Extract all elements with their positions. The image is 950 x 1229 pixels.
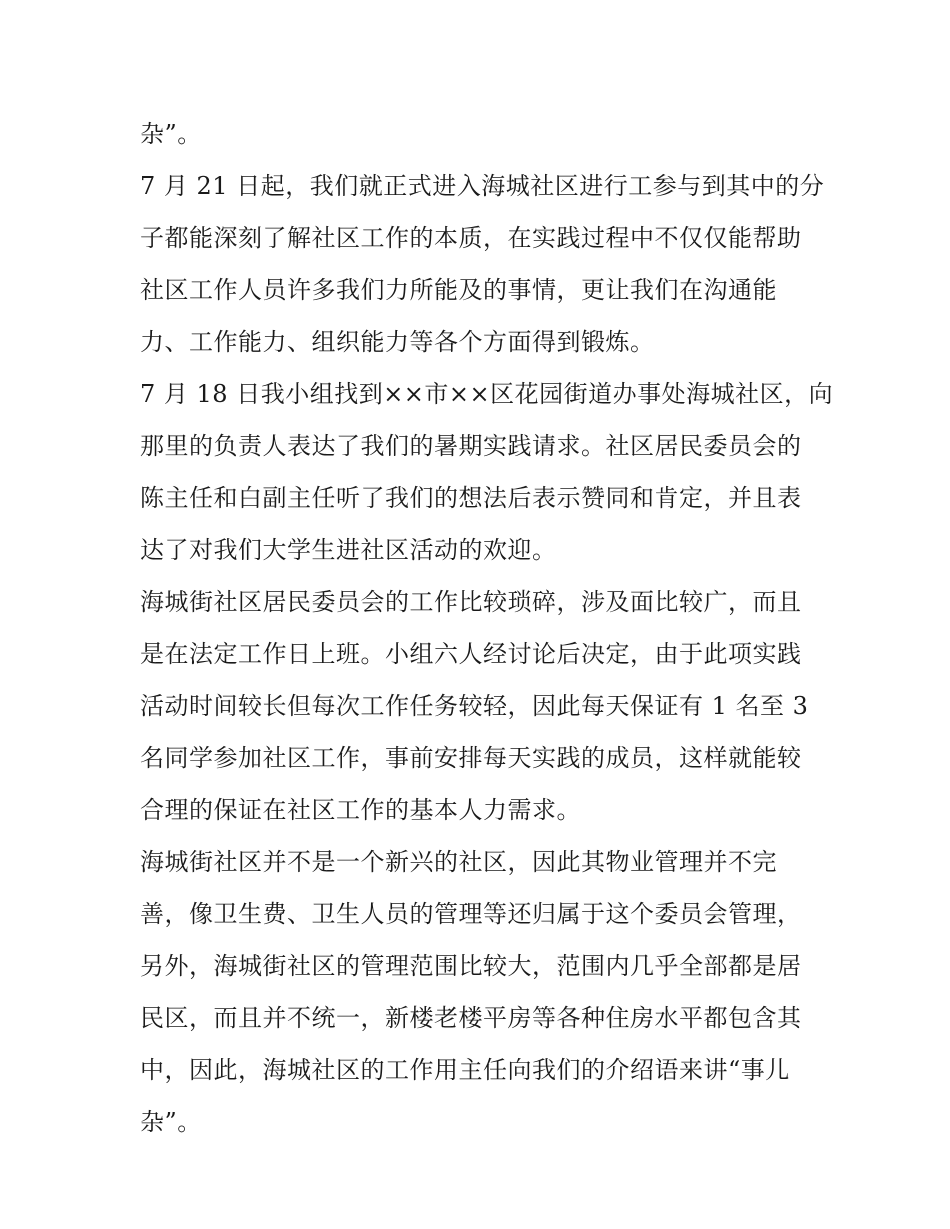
text-line: 陈主任和白副主任听了我们的想法后表示赞同和肯定，并且表 bbox=[140, 484, 802, 512]
text-line: 海城街社区并不是一个新兴的社区，因此其物业管理并不完 bbox=[140, 848, 777, 876]
text-line: 那里的负责人表达了我们的暑期实践请求。社区居民委员会的 bbox=[140, 432, 802, 460]
text-line: 民区，而且并不统一，新楼老楼平房等各种住房水平都包含其 bbox=[140, 1004, 802, 1032]
text-line: 名同学参加社区工作，事前安排每天实践的成员，这样就能较 bbox=[140, 744, 802, 772]
document-body bbox=[140, 108, 834, 1148]
text-line: 合理的保证在社区工作的基本人力需求。 bbox=[140, 796, 581, 824]
text-line: 中，因此，海城社区的工作用主任向我们的介绍语来讲“事儿 bbox=[140, 1056, 790, 1084]
text-line: 社区工作人员许多我们力所能及的事情，更让我们在沟通能 bbox=[140, 276, 777, 304]
text-line: 7 月 21 日起，我们就正式进入海城社区进行工参与到其中的分 bbox=[140, 172, 825, 200]
text-line: 是在法定工作日上班。小组六人经讨论后决定，由于此项实践 bbox=[140, 640, 802, 668]
text-line: 力、工作能力、组织能力等各个方面得到锻炼。 bbox=[140, 328, 655, 356]
text-line: 7 月 18 日我小组找到××市××区花园街道办事处海城社区，向 bbox=[140, 380, 834, 408]
text-line: 善，像卫生费、卫生人员的管理等还归属于这个委员会管理， bbox=[140, 900, 802, 928]
text-line: 达了对我们大学生进社区活动的欢迎。 bbox=[140, 536, 557, 564]
text-line: 子都能深刻了解社区工作的本质，在实践过程中不仅仅能帮助 bbox=[140, 224, 802, 252]
text-line: 海城街社区居民委员会的工作比较琐碎，涉及面比较广，而且 bbox=[140, 588, 802, 616]
text-line: 杂”。 bbox=[140, 1108, 202, 1136]
text-line: 活动时间较长但每次工作任务较轻，因此每天保证有 1 名至 3 bbox=[140, 692, 809, 720]
text-line: 杂”。 bbox=[140, 120, 202, 148]
text-line: 另外，海城街社区的管理范围比较大，范围内几乎全部都是居 bbox=[140, 952, 802, 980]
